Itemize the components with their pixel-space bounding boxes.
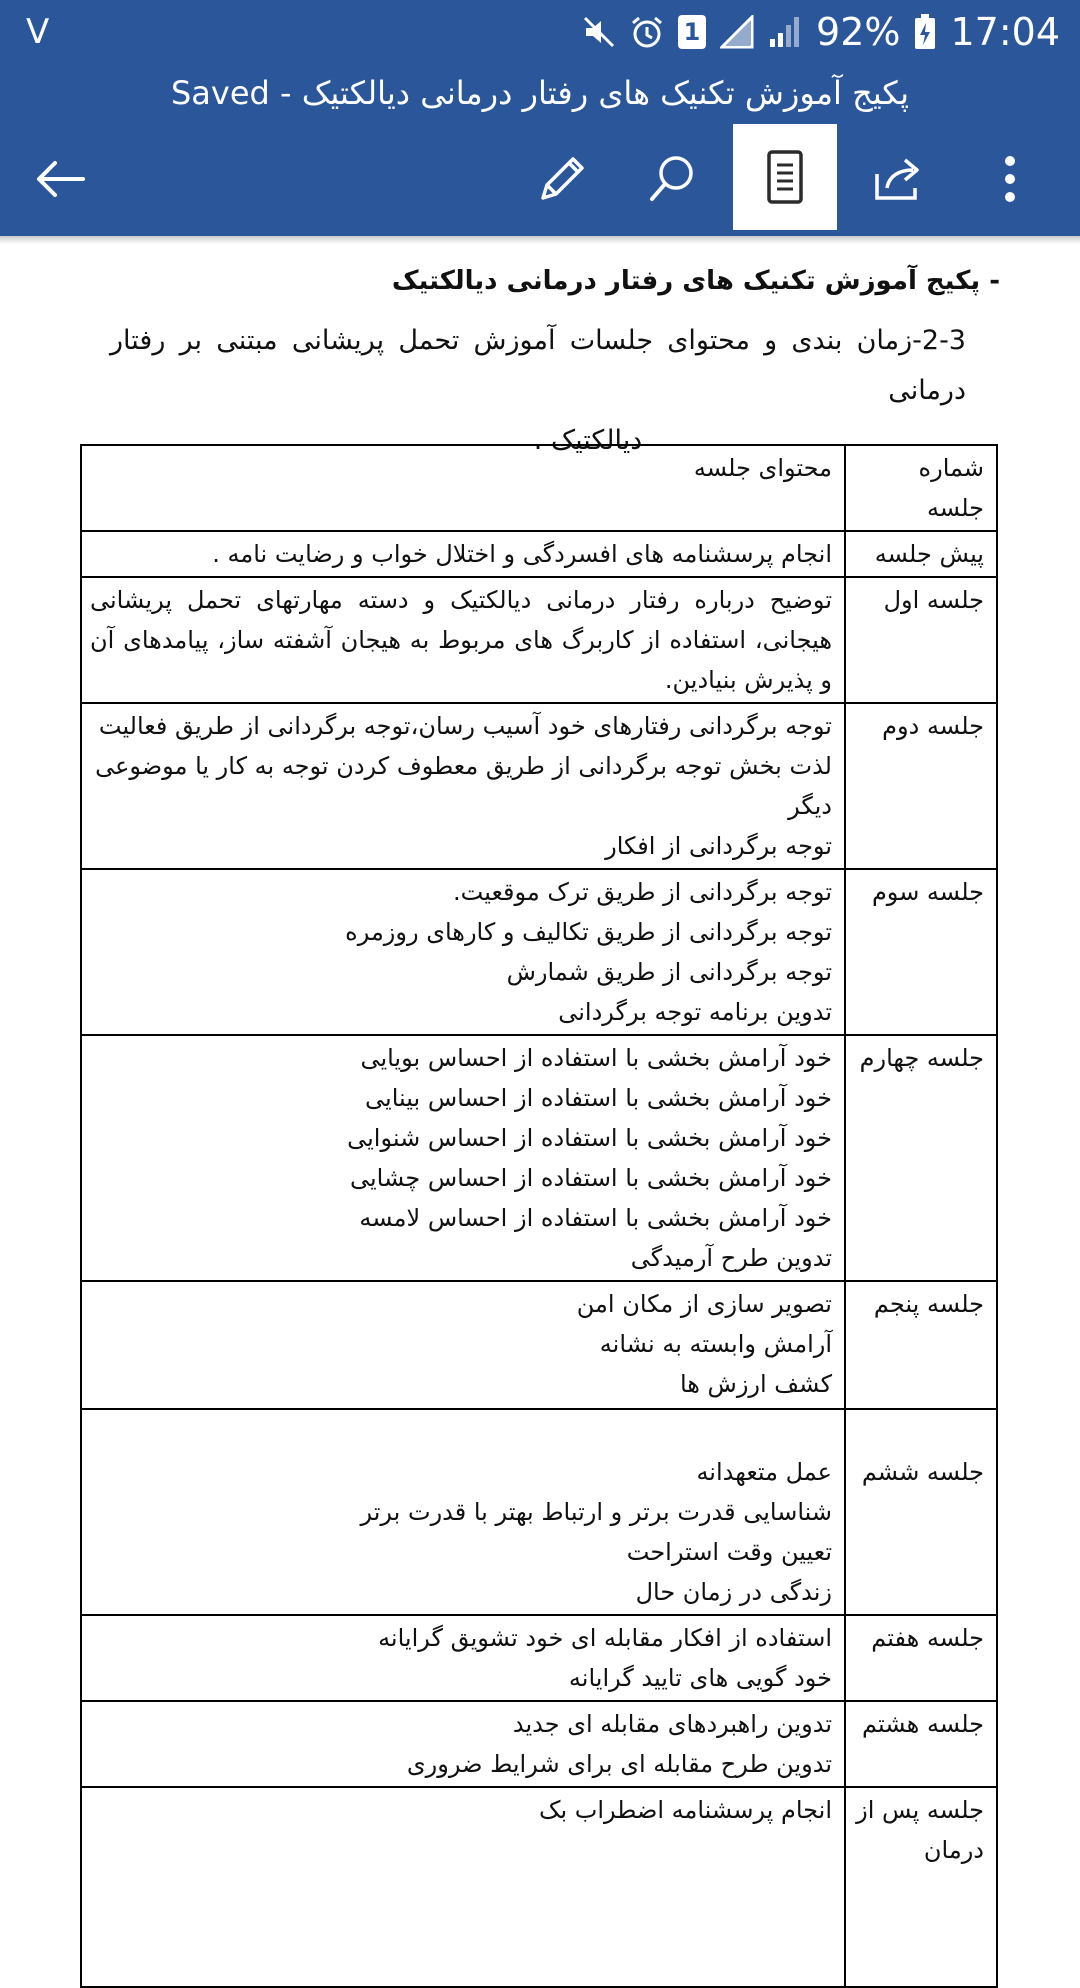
session-label: پیش جلسه <box>845 531 997 577</box>
session-content: توجه برگردانی رفتارهای خود آسیب رسان،توجه برگردانی از طریق فعالیت لذت بخش توجه برگردانی از طریق معطوف کردن توجه به کار یا موضوعی دیگر توجه برگردانی از افکار <box>81 703 845 869</box>
back-arrow-icon <box>33 159 87 199</box>
mobile-view-icon <box>765 149 805 205</box>
table-row <box>81 1701 997 1787</box>
mute-icon <box>582 15 616 49</box>
session-content: انجام پرسشنامه اضطراب بک <box>81 1787 845 1987</box>
toolbar-shadow <box>0 236 1080 244</box>
search-button[interactable] <box>632 122 712 236</box>
sim-icon <box>678 15 706 49</box>
table-row <box>81 869 997 1035</box>
battery-percent: 92% <box>816 10 901 54</box>
table-row <box>81 577 997 703</box>
edit-button[interactable] <box>522 122 602 236</box>
battery-charging-icon <box>914 14 936 50</box>
sessions-table <box>80 444 998 1988</box>
document-heading: - پکیج آموزش تکنیک های رفتار درمانی دیالکتیک <box>391 266 1000 296</box>
table-row <box>81 1035 997 1281</box>
header-session-number: شماره جلسه <box>845 445 997 531</box>
session-label: جلسه اول <box>845 577 997 703</box>
session-label: جلسه دوم <box>845 703 997 869</box>
table-row <box>81 1281 997 1409</box>
search-icon <box>645 152 699 206</box>
table-header-row <box>81 445 997 531</box>
table-row <box>81 531 997 577</box>
more-vertical-icon <box>1003 154 1017 204</box>
pencil-icon <box>535 152 589 206</box>
notification-glyph: V <box>26 12 50 52</box>
mobile-view-button[interactable] <box>733 124 837 230</box>
wifi-signal-icon <box>720 15 754 49</box>
session-label: جلسه هفتم <box>845 1615 997 1701</box>
session-label: جلسه پس از درمان <box>845 1787 997 1987</box>
status-bar <box>0 0 1080 64</box>
section-heading-line1: 2-3-زمان بندی و محتوای جلسات آموزش تحمل پریشانی مبتنی بر رفتار درمانی <box>110 325 966 406</box>
session-content: استفاده از افکار مقابله ای خود تشویق گرایانه خود گویی های تایید گرایانه <box>81 1615 845 1701</box>
toolbar <box>0 122 1080 236</box>
session-label: جلسه هشتم <box>845 1701 997 1787</box>
session-label: جلسه ششم <box>845 1409 997 1615</box>
session-label: جلسه پنجم <box>845 1281 997 1409</box>
session-content: انجام پرسشنامه های افسردگی و اختلال خواب و رضایت نامه . <box>81 531 845 577</box>
more-options-button[interactable] <box>980 122 1040 236</box>
session-content: خود آرامش بخشی با استفاده از احساس بویایی خود آرامش بخشی با استفاده از احساس بینایی خود آرامش بخشی با استفاده از احساس شنوایی خود آرامش بخشی با استفاده از احساس چشایی خود آرامش بخشی با استفاده از احساس لامسه تدوین طرح آرمیدگی <box>81 1035 845 1281</box>
clock: 17:04 <box>950 10 1060 54</box>
alarm-icon <box>630 15 664 49</box>
status-icons <box>582 8 1060 56</box>
back-button[interactable] <box>20 122 100 236</box>
share-icon <box>871 152 925 206</box>
cell-signal-icon <box>768 15 802 49</box>
share-button[interactable] <box>858 122 938 236</box>
table-row <box>81 1615 997 1701</box>
session-label: جلسه سوم <box>845 869 997 1035</box>
session-content: تصویر سازی از مکان امن آرامش وابسته به نشانه کشف ارزش ها <box>81 1281 845 1409</box>
table-row <box>81 1787 997 1987</box>
session-content: تدوین راهبردهای مقابله ای جدید تدوین طرح مقابله ای برای شرایط ضروری <box>81 1701 845 1787</box>
session-content: توضیح درباره رفتار درمانی دیالکتیک و دسته مهارتهای تحمل پریشانی هیجانی، استفاده از کاربرگ های مربوط به هیجان آشفته ساز، پیامدهای آن و پذیرش بنیادین. <box>81 577 845 703</box>
document-title-bar: پکیج آموزش تکنیک های رفتار درمانی دیالکتیک - Saved <box>0 64 1080 122</box>
document-canvas[interactable] <box>0 236 1080 1920</box>
session-label: جلسه چهارم <box>845 1035 997 1281</box>
table-row <box>81 703 997 869</box>
session-content: توجه برگردانی از طریق ترک موقعیت. توجه برگردانی از طریق تکالیف و کارهای روزمره توجه برگردانی از طریق شمارش تدوین برنامه توجه برگردانی <box>81 869 845 1035</box>
table-row <box>81 1409 997 1615</box>
sim-label: 1 <box>683 18 701 46</box>
section-heading-line2: دیالکتیک . <box>533 425 643 456</box>
header-session-content: محتوای جلسه <box>81 445 845 531</box>
session-content: عمل متعهدانه شناسایی قدرت برتر و ارتباط بهتر با قدرت برتر تعیین وقت استراحت زندگی در زمان حال <box>81 1409 845 1615</box>
